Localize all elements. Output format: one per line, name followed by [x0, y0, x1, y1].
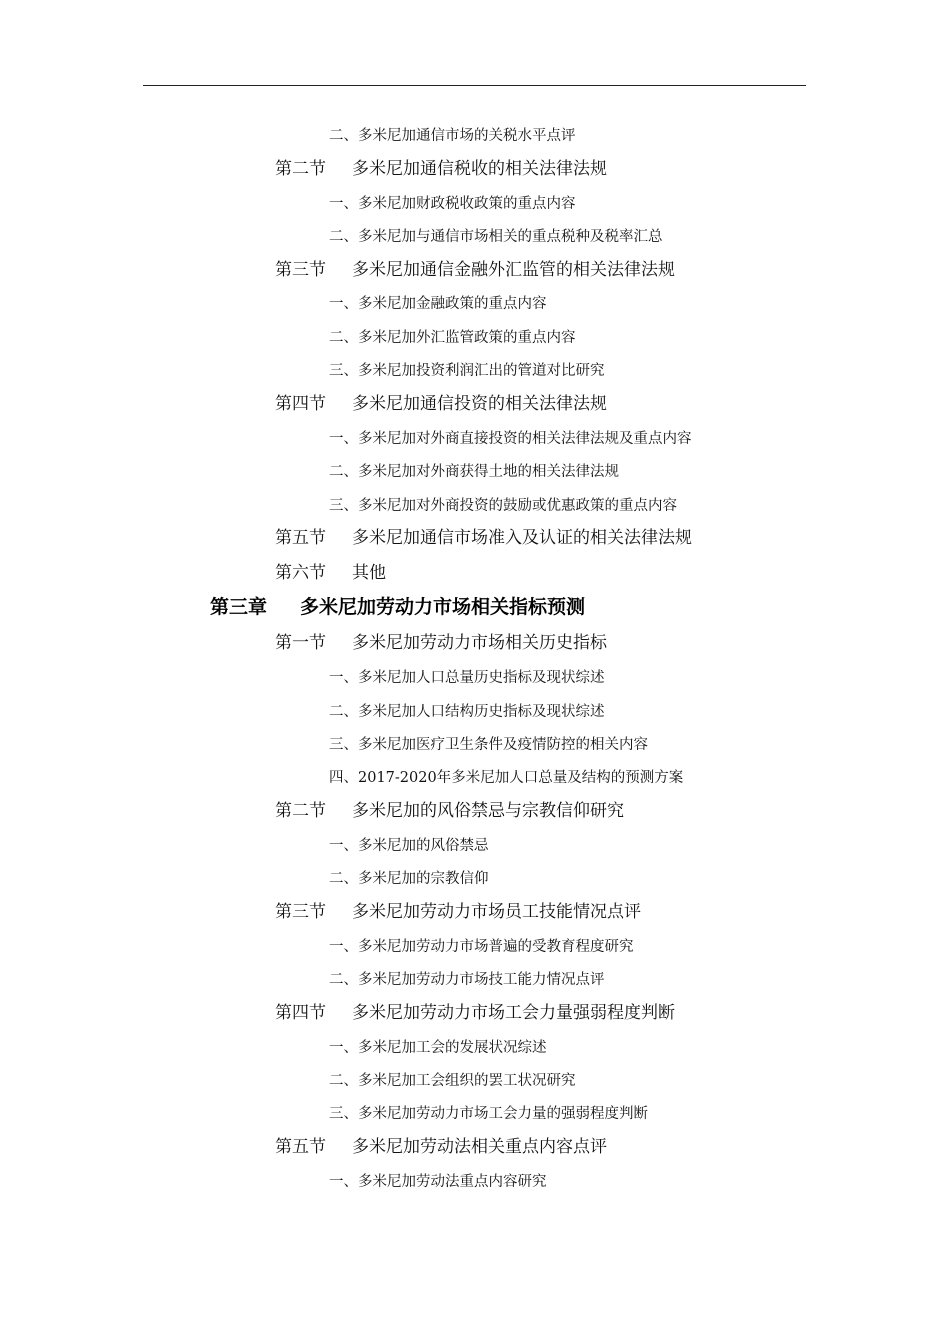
toc-section-title: 多米尼加劳动力市场工会力量强弱程度判断 — [352, 1003, 675, 1023]
toc-item[interactable] — [329, 129, 576, 144]
toc-section-title: 多米尼加的风俗禁忌与宗教信仰研究 — [352, 801, 624, 821]
toc-item[interactable] — [329, 839, 489, 854]
toc-section-title: 其他 — [352, 563, 386, 583]
header-rule — [143, 85, 806, 86]
toc-item-text: 一、多米尼加金融政策的重点内容 — [329, 296, 547, 312]
toc-section[interactable] — [275, 904, 641, 921]
toc-section-number: 第三节 — [275, 260, 326, 280]
toc-section-number: 第五节 — [275, 528, 326, 548]
toc-item[interactable] — [329, 465, 619, 480]
toc-item[interactable] — [329, 1107, 648, 1122]
toc-item[interactable] — [329, 197, 576, 212]
toc-item[interactable] — [329, 297, 547, 312]
toc-item[interactable] — [329, 1041, 547, 1056]
toc-section[interactable] — [275, 635, 607, 652]
toc-item-text: 一、多米尼加对外商直接投资的相关法律法规及重点内容 — [329, 431, 692, 447]
toc-section-number: 第四节 — [275, 394, 326, 414]
toc-item-text: 二、多米尼加外汇监管政策的重点内容 — [329, 330, 576, 346]
toc-section-number: 第三节 — [275, 902, 326, 922]
toc-item-text: 三、多米尼加投资利润汇出的管道对比研究 — [329, 363, 605, 379]
toc-item[interactable] — [329, 738, 648, 753]
toc-item[interactable] — [329, 364, 605, 379]
toc-section[interactable] — [275, 396, 607, 413]
toc-item-text: 一、多米尼加劳动法重点内容研究 — [329, 1174, 547, 1190]
toc-section-number: 第二节 — [275, 801, 326, 821]
toc-item[interactable] — [329, 1074, 576, 1089]
toc-item-text: 二、多米尼加对外商获得土地的相关法律法规 — [329, 464, 619, 480]
toc-item-text: 一、多米尼加劳动力市场普遍的受教育程度研究 — [329, 939, 634, 955]
toc-item-text: 一、多米尼加工会的发展状况综述 — [329, 1040, 547, 1056]
toc-section[interactable] — [275, 1005, 675, 1022]
toc-item-text: 一、多米尼加的风俗禁忌 — [329, 838, 489, 854]
toc-section-title: 多米尼加通信市场准入及认证的相关法律法规 — [352, 528, 692, 548]
toc-section-title: 多米尼加通信税收的相关法律法规 — [352, 159, 607, 179]
toc-section[interactable] — [275, 803, 624, 820]
toc-item-text: 二、多米尼加通信市场的关税水平点评 — [329, 128, 576, 144]
toc-section-number: 第一节 — [275, 633, 326, 653]
toc-item[interactable] — [329, 331, 576, 346]
toc-item[interactable] — [329, 1175, 547, 1190]
toc-chapter[interactable] — [210, 598, 585, 617]
toc-section-title: 多米尼加劳动力市场员工技能情况点评 — [352, 902, 641, 922]
toc-item-text: 二、多米尼加与通信市场相关的重点税种及税率汇总 — [329, 229, 663, 245]
toc-item-text: 四、2017-2020年多米尼加人口总量及结构的预测方案 — [329, 770, 684, 786]
toc-item[interactable] — [329, 230, 663, 245]
toc-item[interactable] — [329, 499, 677, 514]
toc-item-text: 二、多米尼加工会组织的罢工状况研究 — [329, 1073, 576, 1089]
toc-section-number: 第五节 — [275, 1137, 326, 1157]
toc-item[interactable] — [329, 771, 683, 786]
toc-chapter-number: 第三章 — [210, 596, 268, 618]
toc-section-number: 第二节 — [275, 159, 326, 179]
toc-section-number: 第四节 — [275, 1003, 326, 1023]
toc-item-text: 二、多米尼加的宗教信仰 — [329, 871, 489, 887]
toc-section-title: 多米尼加劳动法相关重点内容点评 — [352, 1137, 607, 1157]
toc-item-text: 三、多米尼加对外商投资的鼓励或优惠政策的重点内容 — [329, 498, 677, 514]
toc-item[interactable] — [329, 973, 605, 988]
toc-section[interactable] — [275, 161, 607, 178]
toc-item[interactable] — [329, 671, 605, 686]
toc-section-number: 第六节 — [275, 563, 326, 583]
toc-item-text: 一、多米尼加人口总量历史指标及现状综述 — [329, 670, 605, 686]
toc-item-text: 一、多米尼加财政税收政策的重点内容 — [329, 196, 576, 212]
toc-section[interactable] — [275, 530, 692, 547]
toc-section-title: 多米尼加通信投资的相关法律法规 — [352, 394, 607, 414]
toc-item[interactable] — [329, 872, 489, 887]
toc-item[interactable] — [329, 940, 634, 955]
toc-item-text: 三、多米尼加劳动力市场工会力量的强弱程度判断 — [329, 1106, 648, 1122]
toc-section-title: 多米尼加通信金融外汇监管的相关法律法规 — [352, 260, 675, 280]
toc-section[interactable] — [275, 1139, 607, 1156]
toc-section[interactable] — [275, 262, 675, 279]
toc-section-title: 多米尼加劳动力市场相关历史指标 — [352, 633, 607, 653]
toc-item-text: 二、多米尼加人口结构历史指标及现状综述 — [329, 704, 605, 720]
toc-chapter-title: 多米尼加劳动力市场相关指标预测 — [300, 596, 586, 618]
toc-item-text: 三、多米尼加医疗卫生条件及疫情防控的相关内容 — [329, 737, 648, 753]
toc-section[interactable] — [275, 565, 386, 582]
toc-item[interactable] — [329, 705, 605, 720]
toc-item-text: 二、多米尼加劳动力市场技工能力情况点评 — [329, 972, 605, 988]
toc-item[interactable] — [329, 432, 692, 447]
